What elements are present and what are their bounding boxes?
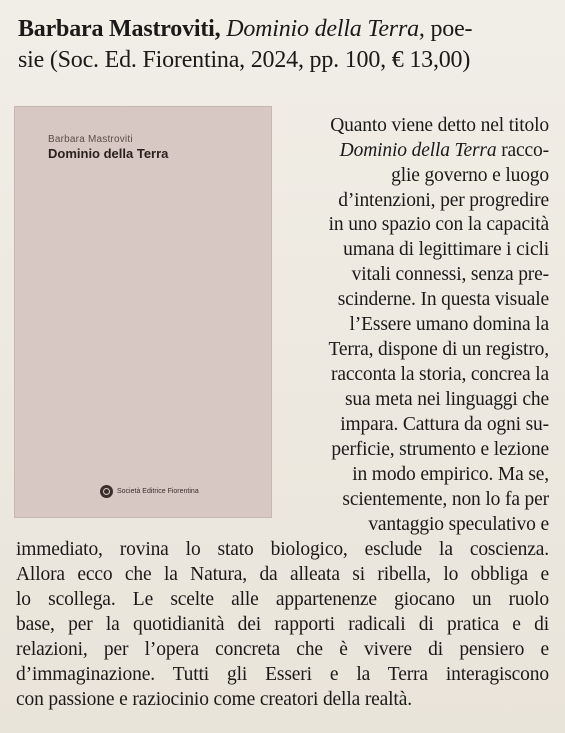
body-line: Quanto viene detto nel titolo (330, 115, 549, 136)
body-line: Terra, dispone di un registro, (328, 339, 549, 360)
body-line: immediato, rovina lo stato biologico, esclude la coscienza. (16, 539, 549, 560)
body-line (340, 139, 549, 163)
body-line: impara. Cattura da ogni su- (340, 414, 549, 435)
book-title: Dominio della Terra, (226, 16, 425, 42)
body-line: vitali connessi, senza pre- (351, 264, 549, 285)
body-line: Allora ecco che la Natura, da alleata si ribella, lo obbliga e (16, 564, 549, 585)
body-line: in uno spazio con la capacità (328, 214, 549, 235)
book-cover-image (14, 106, 272, 518)
book-author: Barbara Mastroviti, (18, 16, 221, 42)
body-line: base, per la quotidianità dei rapporti radicali di pratica e di (16, 614, 549, 635)
body-line: in modo empirico. Ma se, (352, 464, 549, 485)
body-line: lo scollega. Le scelte alle appartenenze giocano un ruolo (16, 589, 549, 610)
body-line: scinderne. In questa visuale (337, 289, 549, 310)
body-line: relazioni, per l’opera concreta che è vivere di pensiero e (16, 639, 549, 660)
body-line: glie governo e luogo (391, 165, 549, 186)
body-title-reference: Dominio della Terra (339, 140, 497, 161)
header-genre-start: poe- (430, 16, 473, 42)
body-line: umana di legittimare i cicli (343, 239, 549, 260)
body-line: d’intenzioni, per progredire (338, 190, 549, 211)
publication-details: sie (Soc. Ed. Fiorentina, 2024, pp. 100, € 13,00) (18, 47, 471, 73)
review-header (18, 14, 550, 76)
body-line: con passione e raziocinio come creatori della realtà. (16, 689, 412, 710)
body-line: l’Essere umano domina la (349, 314, 549, 335)
body-line: vantaggio speculativo e (368, 514, 549, 535)
cover-publisher-name: Società Editrice Fiorentina (117, 487, 199, 495)
cover-publisher (100, 484, 199, 498)
body-line: perficie, strumento e lezione (331, 439, 549, 460)
cover-author: Barbara Mastroviti (48, 134, 133, 145)
body-line: scientemente, non lo fa per (342, 489, 549, 510)
body-line-fragment: racco- (501, 140, 549, 161)
publisher-logo-icon (100, 485, 113, 498)
body-line: racconta la storia, concrea la (331, 364, 549, 385)
body-line: sua meta nei linguaggi che (344, 389, 549, 410)
body-line: d’immaginazione. Tutti gli Esseri e la Terra interagiscono (16, 664, 549, 685)
cover-title: Dominio della Terra (48, 146, 169, 161)
